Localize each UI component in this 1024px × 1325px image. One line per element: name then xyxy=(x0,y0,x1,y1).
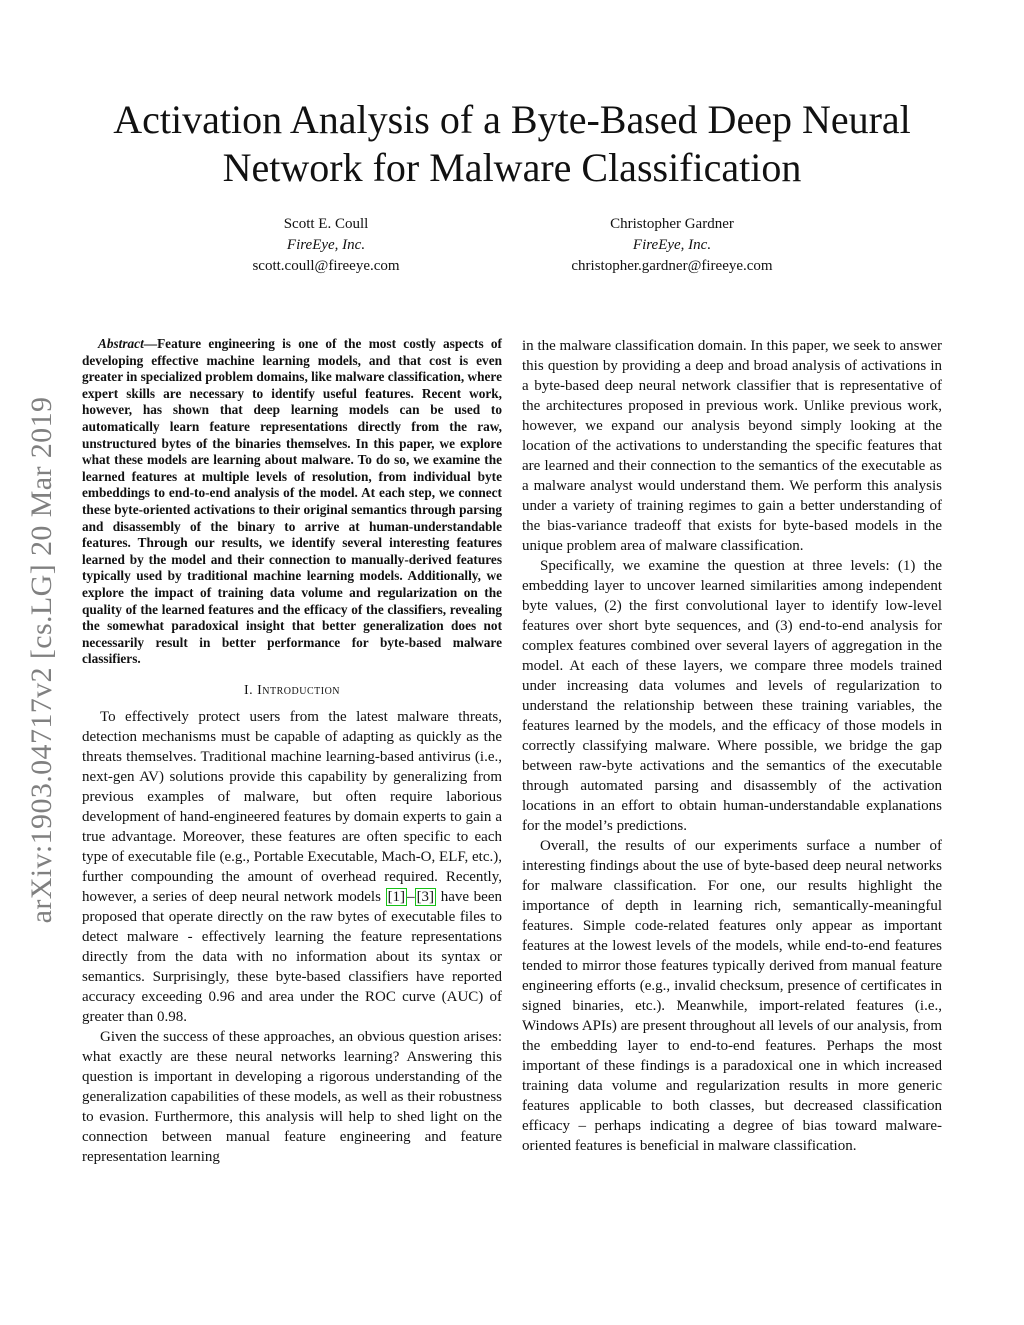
arxiv-identifier xyxy=(22,350,62,970)
intro-paragraph-3: Specifically, we examine the question at three levels: (1) the embedding layer to uncover learned similarities among independent byte values, (2) the first convolutional layer to identify low-level features over short byte sequences, and (3) end-to-end analysis for complex features combined over several layers of aggregation in the model. At each of these layers, we compare three models trained under increasing data volumes and levels of regularization to understand the relationship between these training variables, the features learned by the models, and the efficacy of those models in correctly classifying malware. Where possible, we bridge the gap between raw-byte activations and the semantics of the executable through automated parsing and disassembly of the activation locations in an effort to obtain human-understandable explanations for the model’s predictions. xyxy=(522,558,942,834)
author-name: Christopher Gardner xyxy=(610,216,734,232)
citation-dash: – xyxy=(407,888,415,905)
abstract-label: Abstract xyxy=(97,336,144,351)
paper-title xyxy=(80,96,944,192)
citation-link-1[interactable]: [1] xyxy=(387,888,406,905)
section-heading xyxy=(82,683,502,699)
abstract xyxy=(82,336,502,668)
author-affiliation: FireEye, Inc. xyxy=(286,237,366,253)
author-email: christopher.gardner@fireeye.com xyxy=(571,258,773,274)
author-block-2 xyxy=(512,214,832,277)
arxiv-id-text: arXiv:1903.04717v2 [cs.LG] 20 Mar 2019 xyxy=(25,396,58,924)
author-email: scott.coull@fireeye.com xyxy=(252,258,400,274)
right-column xyxy=(522,336,942,1156)
intro-p1-text-a: To effectively protect users from the latest malware threats, detection mechanisms must be capable of adapting as quickly as the threats themselves. Traditional machine learning-based antivirus (i.e., next-gen AV) solutions provide this capability by generalizing from previous examples of malware, but often require laborious development of hand-engineered features by domain experts to gain a true advantage. Moreover, these features are often specific to each type of executable file (e.g., Portable Executable, Mach-O, ELF, etc.), further compounding the amount of overhead required. Recently, however, a series of deep neural network models xyxy=(82,708,502,905)
title-line-1: Activation Analysis of a Byte-Based Deep Neural xyxy=(113,97,911,142)
citation-link-3[interactable]: [3] xyxy=(416,888,435,905)
intro-paragraph-2: Given the success of these approaches, an obvious question arises: what exactly are these neural networks learning? Answering this question is important in developing a rigorous understanding of the generalization capabilities of these models, as well as their robustness to evasion. Furthermore, this analysis will help to shed light on the connection between manual feature engineering and feature representation learning xyxy=(82,1028,502,1165)
intro-p1-text-b: have been proposed that operate directly on the raw bytes of executable files to detect malware - effectively learning the feature representations directly from the data with no information about its syntax or semantics. Surprisingly, these byte-based classifiers have reported accuracy exceeding 0.96 and area under the ROC curve (AUC) of greater than 0.98. xyxy=(82,888,502,1025)
section-number: I. xyxy=(243,682,254,698)
intro-paragraph-4: Overall, the results of our experiments surface a number of interesting findings about the use of byte-based deep neural networks for malware classification. For one, our results highlight the importance of depth in learning rich, semantically-meaningful features. Simple code-related features only appear as important features at the lowest levels of the models, while end-to-end features tended to mirror those features typically derived from manual feature engineering efforts (e.g., invalid checksum, presence of certificates in signed binaries, etc.). Meanwhile, import-related features (i.e., Windows APIs) are present throughout all levels of our analysis, from the embedding layer to end-to-end features. Perhaps the most important of these findings is a paradoxical one in which increased training data volume and regularization results in more generic features applicable to both classes, but decreased classification efficacy – perhaps indicating a degree of bias toward malware-oriented features is beneficial in malware classification. xyxy=(522,838,942,1154)
author-name: Scott E. Coull xyxy=(283,216,369,232)
intro-paragraph-2-continued: in the malware classification domain. In this paper, we seek to answer this question by providing a deep and broad analysis of activations in a byte-based deep neural network classifier that is representative of the architectures proposed in previous work. Unlike previous work, however, we expand our analysis beyond simply looking at the location of the activations to understanding the specific features that are learned and their connection to the semantics of the executable as a malware analyst would understand them. We perform this analysis under a variety of training regimes to gain a better understanding of the bias-variance tradeoff that exists for byte-based models in the unique problem area of malware classification. xyxy=(522,338,942,554)
left-column xyxy=(82,336,502,1167)
intro-paragraph-1 xyxy=(82,707,502,1027)
author-affiliation: FireEye, Inc. xyxy=(632,237,712,253)
abstract-text: —Feature engineering is one of the most costly aspects of developing effective machine learning models, and that cost is even greater in specialized problem domains, like malware classification, where expert skills are necessary to identify useful features. Recent work, however, has shown that deep learning models can be used to automatically learn feature representations directly from the raw, unstructured bytes of the binaries themselves. In this paper, we explore what these models are learning about malware. To do so, we examine the learned features at multiple levels of resolution, from individual byte embeddings to end-to-end analysis of the model. At each step, we connect these byte-oriented activations to their original semantics through parsing and disassembly of the binary to arrive at human-understandable features. Through our results, we identify several interesting features learned by the model and their connection to manually-derived features typically used by traditional machine learning models. Additionally, we explore the impact of training data volume and regularization on the quality of the learned features and the efficacy of the classifiers, revealing the somewhat paradoxical insight that better generalization does not necessarily result in better performance for byte-based malware classifiers. xyxy=(82,336,502,667)
title-line-2: Network for Malware Classification xyxy=(222,145,802,190)
section-title: Introduction xyxy=(257,682,341,698)
author-block-1 xyxy=(166,214,486,277)
